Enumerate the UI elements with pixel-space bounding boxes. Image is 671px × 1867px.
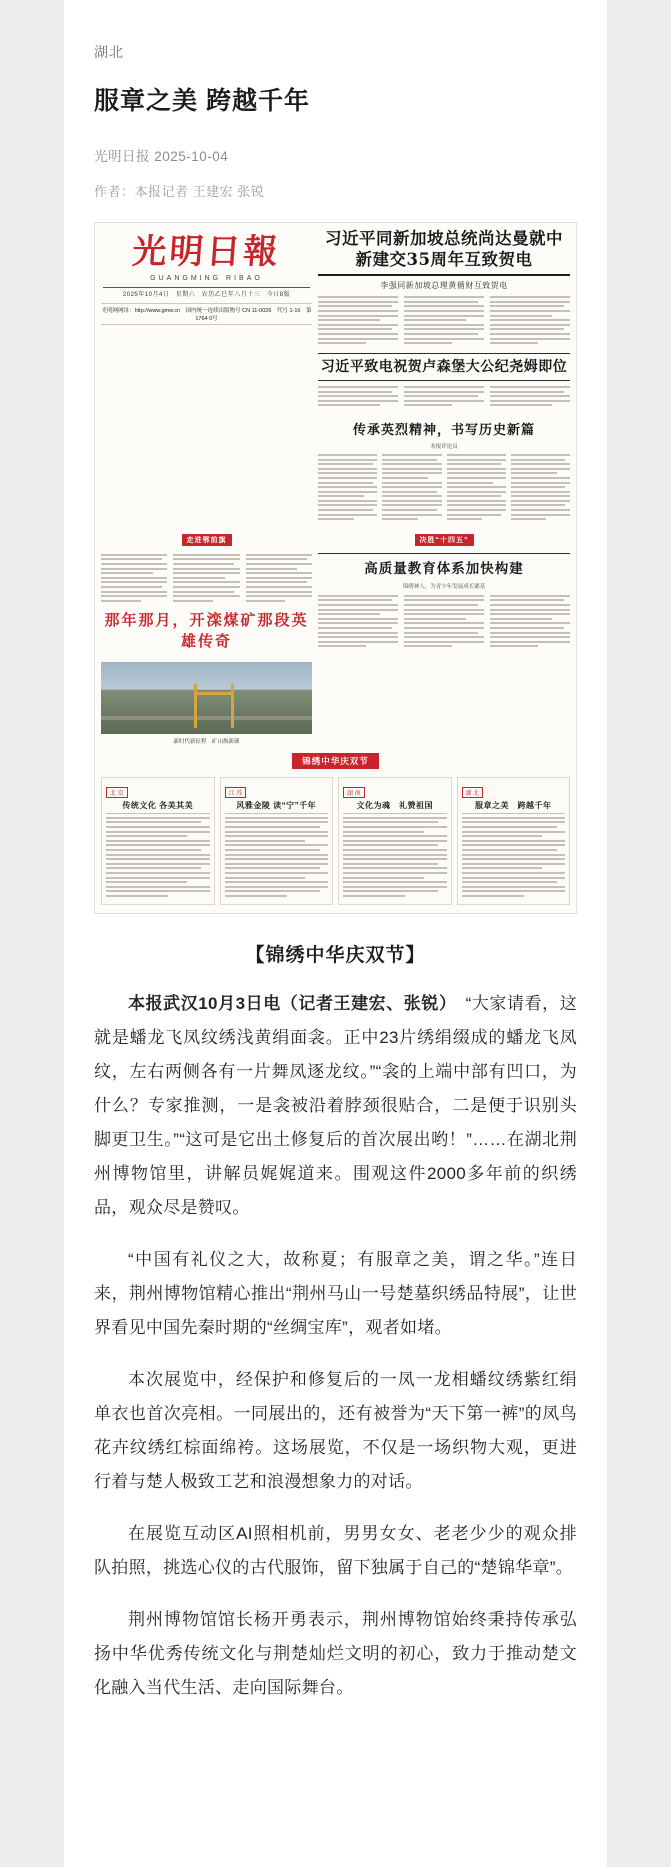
article-paragraph-1 <box>94 987 577 1225</box>
lead-text-columns <box>318 296 570 347</box>
panel-title: 服章之美 跨越千年 <box>462 800 566 814</box>
festival-tab: 锦绣中华庆双节 <box>292 753 379 769</box>
bottom-panel <box>457 777 571 905</box>
lead-headline: 习近平同新加坡总统尚达曼就中新建交35周年互致贺电 <box>318 229 570 276</box>
paragraph-1-rest: “大家请看，这就是蟠龙飞凤纹绣浅黄绢面衾。正中23片绣绢缀成的蟠龙飞凤纹，左右两侧各有一片舞凤逐龙纹。”“衾的上端中部有凹口，为什么？专家推测，一是衾被沿着脖颈很贴合，二是便于识别头脚更卫生。”“这可是它出土修复后的首次展出哟！”……在湖北荆州博物馆里，讲解员娓娓道来。围观这件2000多年前的织绣品，观众尽是赞叹。 <box>94 993 577 1217</box>
text-column <box>490 595 570 650</box>
article-kicker: 湖北 <box>94 44 124 60</box>
panel-title: 风雅金陵 读“宁”千年 <box>225 800 329 814</box>
text-column <box>318 454 377 523</box>
masthead-rule <box>103 287 310 288</box>
text-column <box>462 817 566 897</box>
panel-tab: 北 京 <box>106 787 128 798</box>
masthead-date: 2025年10月4日 星期六 农历乙巳年八月十三 今日8版 <box>122 292 291 298</box>
text-column <box>318 595 398 650</box>
text-column <box>404 296 484 347</box>
festival-bar <box>101 751 570 772</box>
text-column <box>246 554 312 605</box>
masthead-column <box>101 229 312 325</box>
panel-tab: 湖 南 <box>343 787 365 798</box>
text-column <box>490 296 570 347</box>
article-paragraph-4: 在展览互动区AI照相机前，男男女女、老老少少的观众排队拍照，挑选心仪的古代服饰，留下独属于自己的“楚锦华章”。 <box>94 1523 577 1577</box>
masthead-title: 光明日報 <box>130 232 282 272</box>
education-text-columns <box>318 595 570 650</box>
page-title: 服章之美 跨越千年 <box>94 87 310 115</box>
secondary-text-columns <box>318 386 570 409</box>
lead-column <box>318 229 570 523</box>
section-title: 【锦绣中华庆双节】 <box>245 944 426 966</box>
panel-tab: 湖 北 <box>462 787 484 798</box>
bottom-panels <box>101 777 570 905</box>
education-headline: 高质量教育体系加快构建 <box>318 553 570 580</box>
text-column <box>173 554 239 605</box>
text-column <box>404 595 484 650</box>
text-column <box>447 454 506 523</box>
lead-subheadline: 李强同新加坡总理黄循财互致贺电 <box>380 281 508 291</box>
editorial-text-columns <box>318 454 570 523</box>
article-paragraph-3: 本次展览中，经保护和修复后的一凤一龙相蟠纹绣紫红绢单衣也首次亮相。一同展出的，还有被誉为“天下第一裤”的凤鸟花卉纹绣红棕面绵袴。这场展览，不仅是一场织物大观，更进行着与楚人极致工艺和浪漫想象力的对话。 <box>94 1369 577 1491</box>
promo-column <box>101 529 312 745</box>
bottom-panel <box>338 777 452 905</box>
article-paragraph-5: 荆州博物馆馆长杨开勇表示，荆州博物馆始终秉持传承弘扬中华优秀传统文化与荆楚灿烂文明的初心，致力于推动楚文化融入当代生活、走向国际舞台。 <box>94 1609 577 1697</box>
section-tab: 决胜“十四五” <box>415 534 474 546</box>
text-column <box>511 454 570 523</box>
education-subheadline: 锦绣神人，为青少年发展成长铺基 <box>402 583 486 590</box>
dateline-lead: 本报武汉10月3日电（记者王建宏、张锐） <box>128 993 449 1013</box>
text-column <box>318 296 398 347</box>
article-source: 光明日报 2025-10-04 <box>94 149 229 164</box>
bottom-panel <box>101 777 215 905</box>
masthead-subtitle: GUANGMING RIBAO <box>150 275 263 282</box>
panel-title: 文化为魂 礼赞祖国 <box>343 800 447 814</box>
panel-tab: 江 苏 <box>225 787 247 798</box>
article-byline: 作者：本报记者 王建宏 张锐 <box>94 184 265 199</box>
promo-tab: 走进鄂前旗 <box>182 534 232 546</box>
text-column <box>101 554 167 605</box>
article-paragraph-2: “中国有礼仪之大，故称夏；有服章之美，谓之华。”连日来，荆州博物馆精心推出“荆州马山一号楚墓织绣品特展”，让世界看见中国先秦时期的“丝绸宝库”，观者如堵。 <box>94 1249 577 1337</box>
text-column <box>318 386 398 409</box>
promo-title: 那年那月，开滦煤矿那段英雄传奇 <box>104 611 309 650</box>
masthead-url: 光明网网址：http://www.gmw.cn 国内统一连续出版物号 CN 11-0026 代号 1-16 第1764 0号 <box>101 303 312 325</box>
text-column <box>343 817 447 897</box>
promo-upper-columns <box>101 554 312 605</box>
photo-caption: 新时代新征程 矿山焕新颜 <box>173 738 240 745</box>
bottom-panel <box>220 777 334 905</box>
text-column <box>382 454 441 523</box>
text-column <box>490 386 570 409</box>
secondary-headline: 习近平致电祝贺卢森堡大公纪尧姆即位 <box>318 353 570 381</box>
article-sheet <box>64 0 607 1867</box>
panel-title: 传统文化 各美其美 <box>106 800 210 814</box>
education-column <box>318 529 570 650</box>
newspaper-facsimile <box>94 222 577 914</box>
editorial-headline: 传承英烈精神，书写历史新篇 <box>353 422 536 438</box>
text-column <box>106 817 210 897</box>
editorial-byline: 本报评论员 <box>430 443 458 450</box>
text-column <box>225 817 329 897</box>
text-column <box>404 386 484 409</box>
mine-photo <box>101 662 312 734</box>
